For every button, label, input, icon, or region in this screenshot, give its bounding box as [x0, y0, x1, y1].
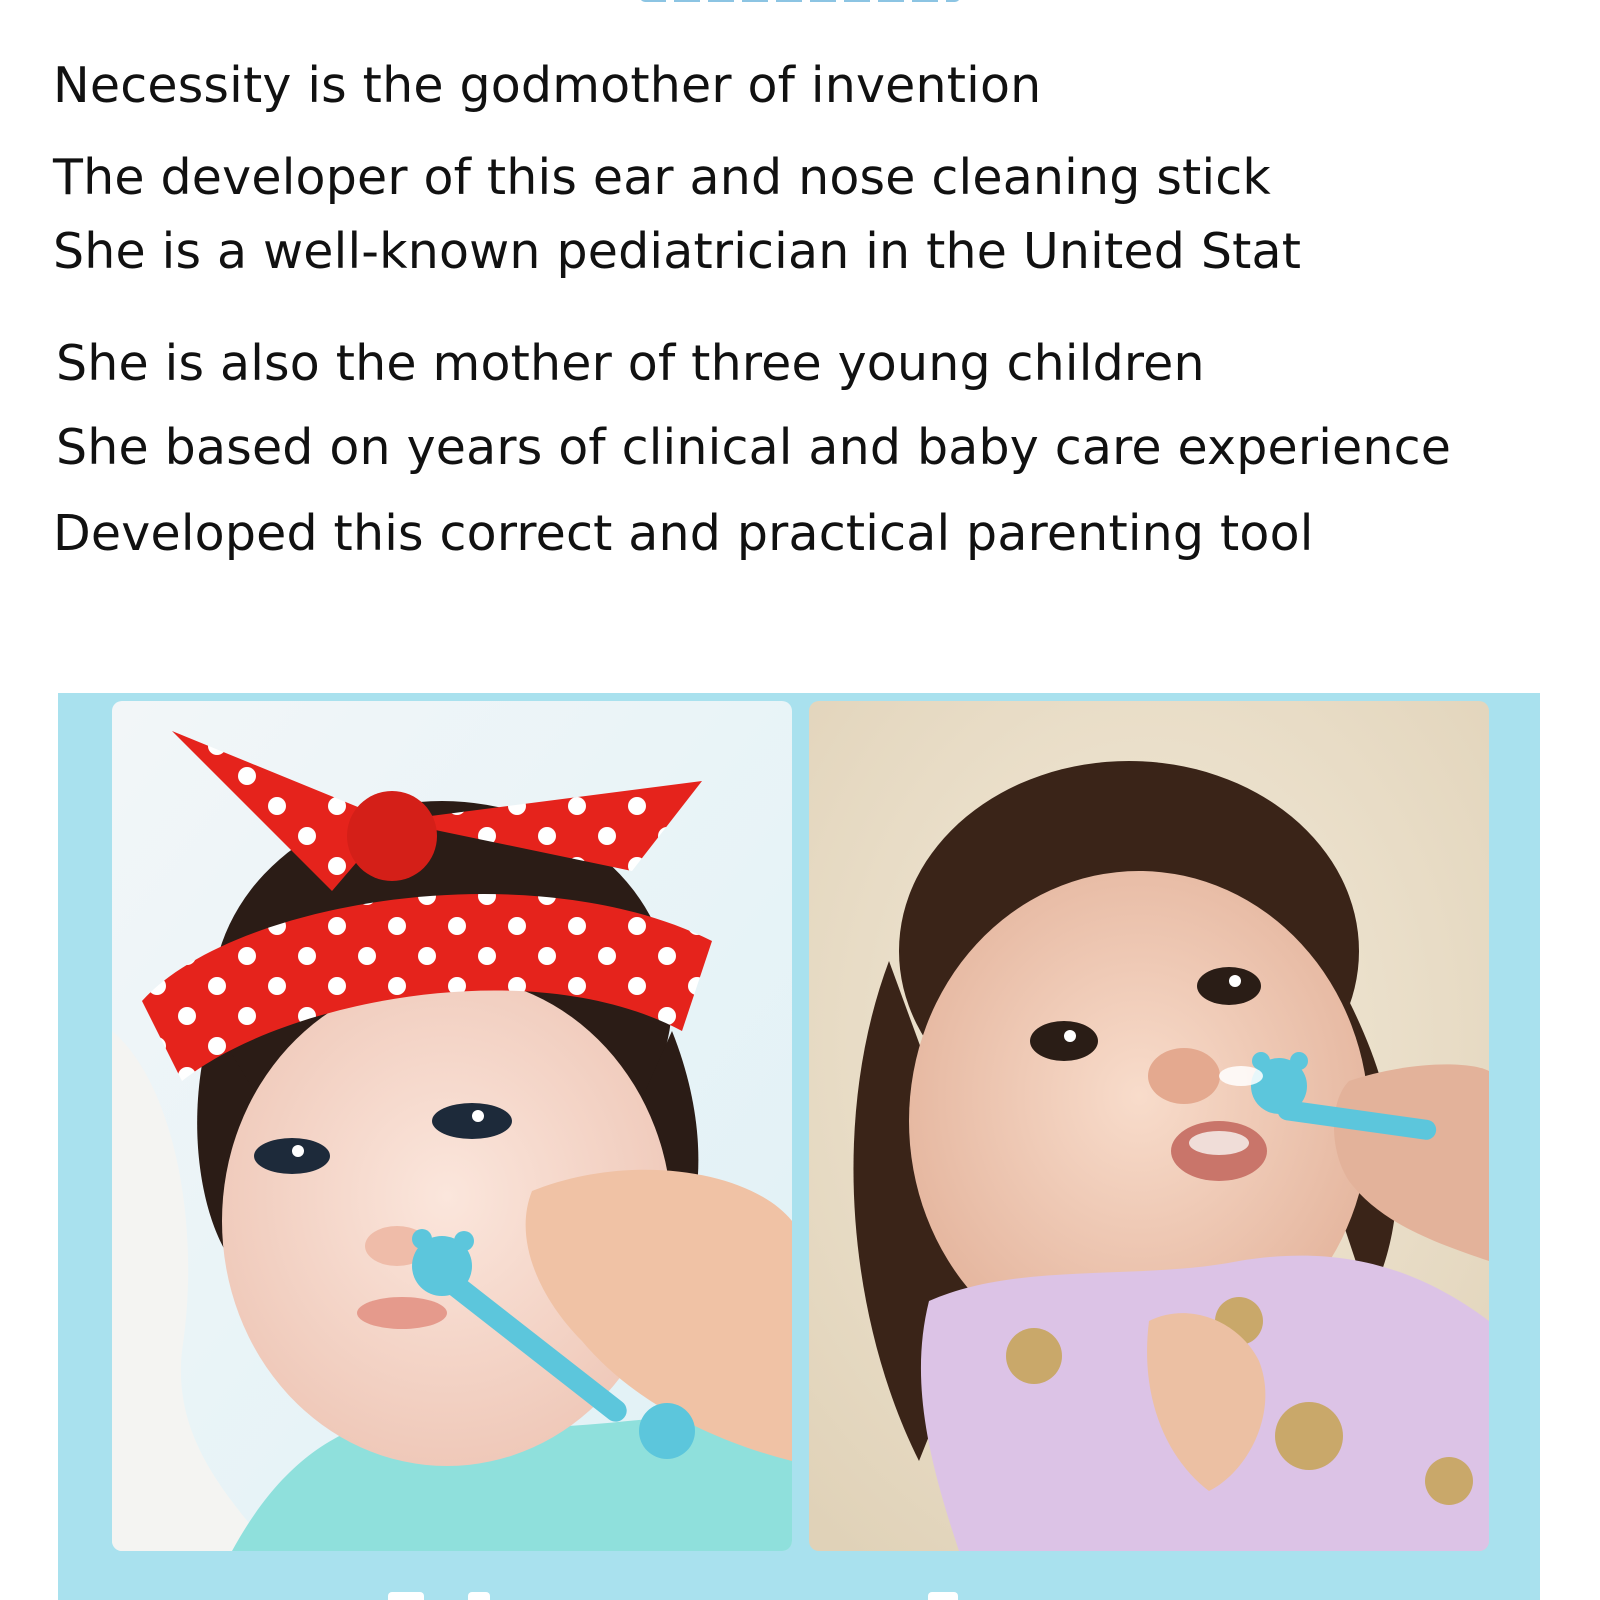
section-heading-fragment: [640, 0, 960, 6]
story-line-1: Necessity is the godmother of invention: [53, 57, 1042, 114]
baby-pink-dress-illustration: [809, 701, 1489, 1551]
caption-fragment: [58, 1586, 1540, 1600]
story-line-5: She based on years of clinical and baby care experience: [56, 419, 1452, 476]
story-line-4: She is also the mother of three young children: [56, 335, 1205, 392]
photo-panel: [58, 693, 1540, 1600]
story-line-6: Developed this correct and practical parenting tool: [53, 505, 1314, 562]
baby-headband-photo: [112, 701, 792, 1551]
baby-pink-dress-photo: [809, 701, 1489, 1551]
story-line-2: The developer of this ear and nose cleaning stick: [53, 149, 1272, 206]
baby-headband-illustration: [112, 701, 792, 1551]
story-line-3: She is a well-known pediatrician in the United Stat: [53, 223, 1302, 280]
